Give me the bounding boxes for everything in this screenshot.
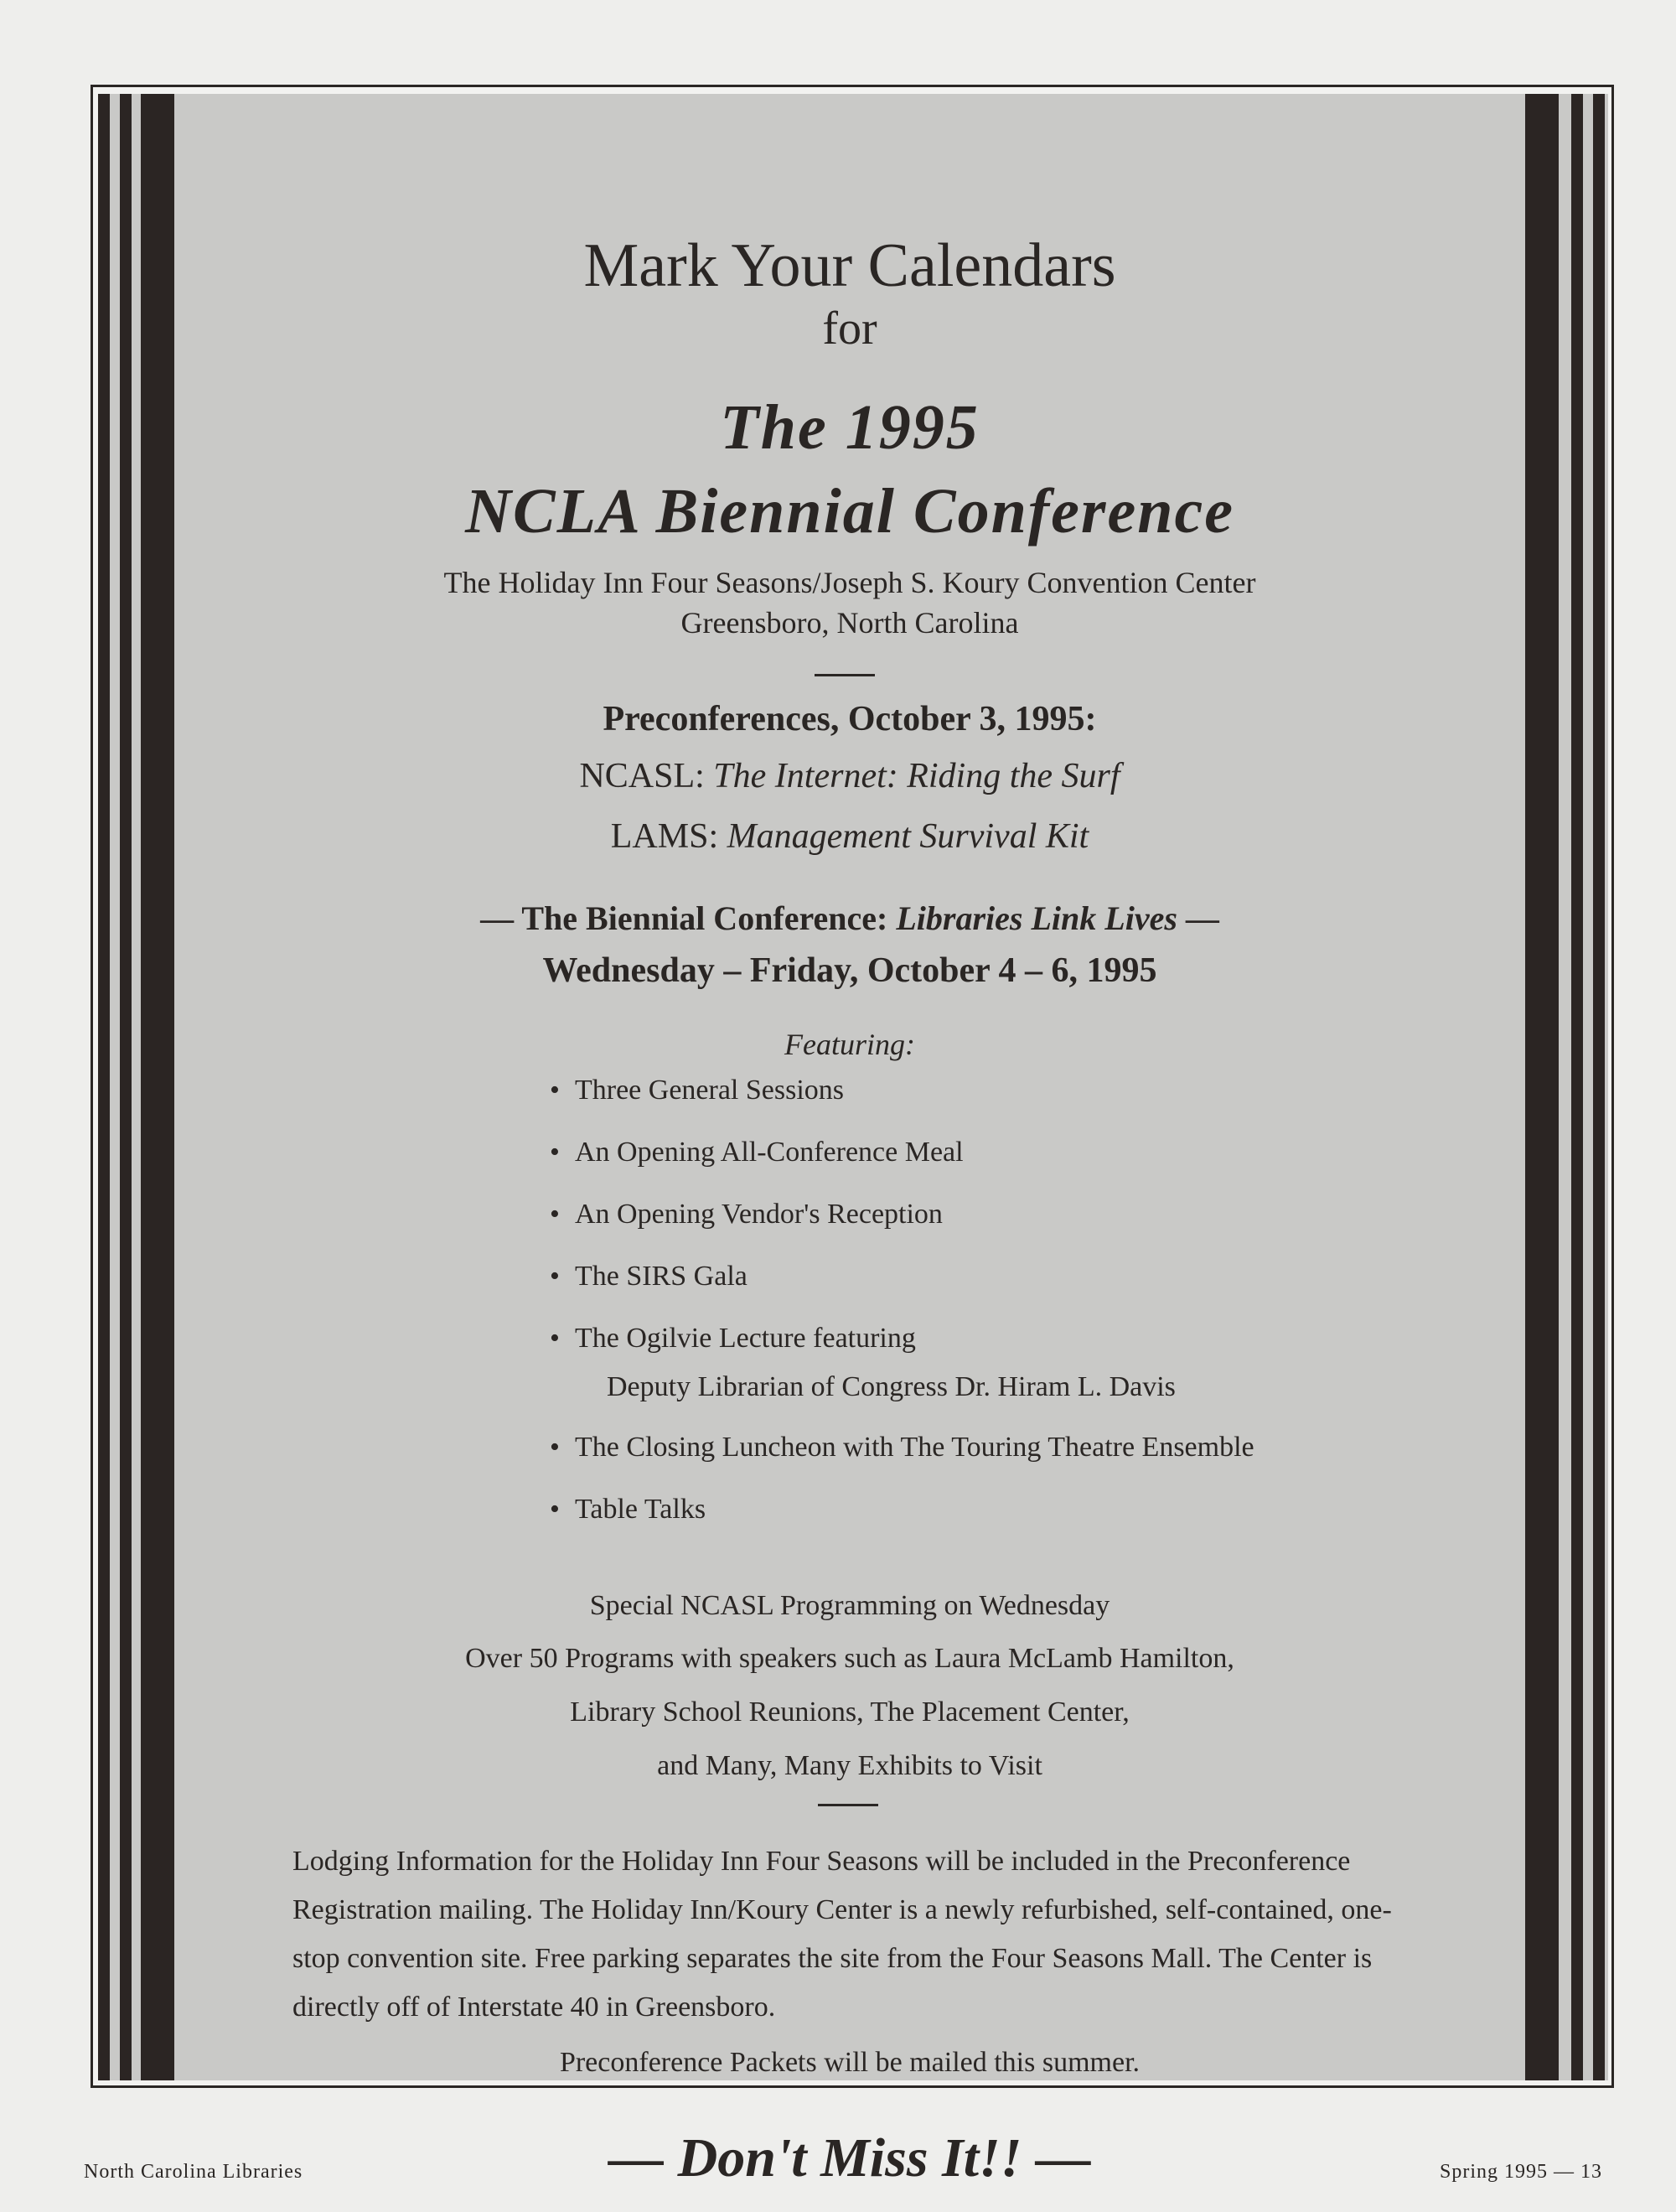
- divider: [815, 674, 875, 676]
- feature-item: • The Closing Luncheon with The Touring Theatre Ensemble: [550, 1432, 1254, 1463]
- biennial-theme: Libraries Link Lives: [896, 899, 1177, 937]
- ad-for: for: [822, 303, 877, 355]
- conference-year-heading: The 1995: [720, 392, 980, 463]
- biennial-suffix: —: [1185, 899, 1219, 937]
- lodging-paragraph: Lodging Information for the Holiday Inn Four Seasons will be included in the Preconference Registration mailing. The Holiday Inn/Koury Center is a newly refurbished, self-contained, one-stop convention site. Free parking separates the site from the Four Seasons Mall. The Center is directly off of Interstate 40 in Greensboro.: [292, 1846, 1392, 2023]
- preconference-title: The Internet: Riding the Surf: [713, 757, 1120, 795]
- venue-city: Greensboro, North Carolina: [680, 606, 1019, 640]
- feature-item: • An Opening Vendor's Reception: [550, 1199, 943, 1230]
- right-border-stripe: [1593, 94, 1605, 2080]
- preconference-item: [174, 816, 1525, 857]
- featuring-label: Featuring:: [784, 1028, 915, 1061]
- feature-item: • Three General Sessions: [550, 1075, 845, 1106]
- feature-item: • Table Talks: [550, 1494, 706, 1525]
- feature-item: • The SIRS Gala: [550, 1261, 747, 1292]
- biennial-heading: [174, 899, 1525, 938]
- left-border-bar: [141, 94, 174, 2080]
- footer-issue-page: Spring 1995 — 13: [1439, 2161, 1602, 2183]
- right-border-bar: [1525, 94, 1559, 2080]
- conference-dates: Wednesday – Friday, October 4 – 6, 1995: [542, 951, 1157, 990]
- preconferences-heading: Preconferences, October 3, 1995:: [603, 700, 1097, 738]
- special-line: Over 50 Programs with speakers such as Laura McLamb Hamilton,: [465, 1643, 1234, 1674]
- closing-slogan: — Don't Miss It!! —: [608, 2127, 1091, 2189]
- left-border-stripe: [120, 94, 132, 2080]
- conference-name-heading: NCLA Biennial Conference: [465, 476, 1234, 547]
- feature-continuation: Deputy Librarian of Congress Dr. Hiram L. Davis: [607, 1371, 1176, 1402]
- preconference-org: LAMS:: [610, 817, 719, 856]
- left-border-stripe: [98, 94, 110, 2080]
- packets-note: Preconference Packets will be mailed this summer.: [559, 2047, 1141, 2078]
- preconference-org: NCASL:: [579, 757, 705, 795]
- divider: [818, 1804, 878, 1806]
- ad-title: Mark Your Calendars: [583, 231, 1116, 300]
- special-line: Library School Reunions, The Placement Center,: [570, 1697, 1130, 1728]
- footer-journal-name: North Carolina Libraries: [84, 2161, 303, 2183]
- special-line: Special NCASL Programming on Wednesday: [589, 1590, 1110, 1621]
- preconference-item: [174, 756, 1525, 796]
- feature-item: • The Ogilvie Lecture featuring: [550, 1323, 916, 1354]
- feature-item: • An Opening All-Conference Meal: [550, 1137, 964, 1168]
- special-line: and Many, Many Exhibits to Visit: [657, 1750, 1042, 1781]
- venue-name: The Holiday Inn Four Seasons/Joseph S. Koury Convention Center: [443, 566, 1256, 599]
- biennial-prefix: — The Biennial Conference:: [480, 899, 888, 937]
- preconference-title: Management Survival Kit: [727, 817, 1089, 856]
- right-border-stripe: [1571, 94, 1583, 2080]
